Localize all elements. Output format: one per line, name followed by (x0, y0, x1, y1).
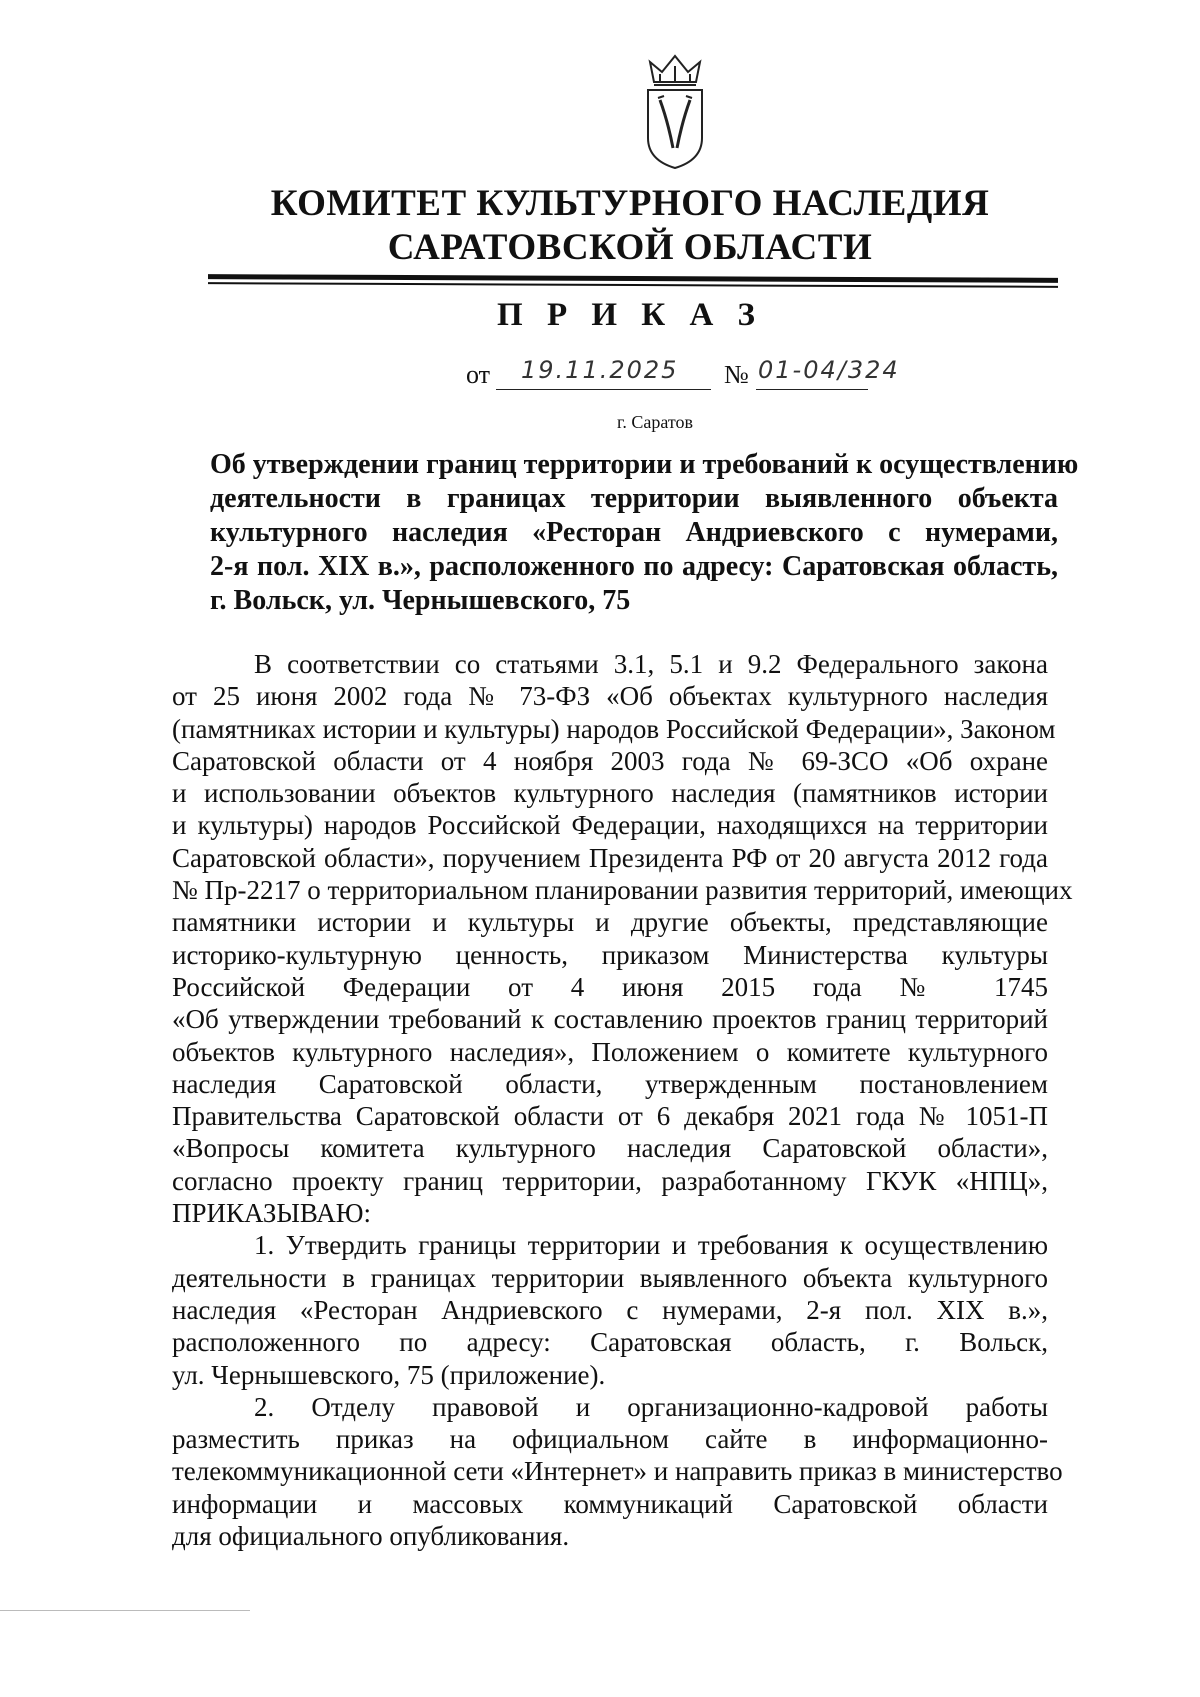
body-line: № Пр-2217 о территориальном планировании развития территорий, имеющих (172, 875, 1073, 906)
scan-edge-line (0, 1610, 250, 1611)
body-line: В соответствии со статьями 3.1, 5.1 и 9.2 Федерального закона (254, 649, 1048, 679)
body-line: объектов культурного наследия», Положением о комитете культурного (172, 1036, 1048, 1067)
coat-of-arms-icon (640, 52, 710, 172)
header-rule-thin (208, 282, 1058, 288)
body-line: 2. Отделу правовой и организационно-кадровой работы (254, 1391, 1048, 1422)
number-underline (756, 389, 868, 390)
body-line: ул. Чернышевского, 75 (приложение). (172, 1359, 606, 1390)
body-line: (памятниках истории и культуры) народов Российской Федерации», Законом (172, 713, 1056, 744)
body-line: ПРИКАЗЫВАЮ: (172, 1198, 371, 1229)
body-line: Правительства Саратовской области от 6 декабря 2021 года № 1051-П (172, 1101, 1048, 1132)
body-line: наследия «Ресторан Андриевского с нумерами, 2-я пол. XIX в.», (172, 1294, 1048, 1325)
number-label: № (724, 360, 749, 389)
date-value: 19.11.2025 (521, 356, 679, 384)
body-line: 1. Утвердить границы территории и требования к осуществлению (254, 1230, 1048, 1261)
body-line: «Об утверждении требований к составлению проектов границ территорий (172, 1004, 1048, 1035)
body-line: и использовании объектов культурного наследия (памятников истории (172, 778, 1048, 809)
order-subject-heading (210, 448, 1079, 618)
body-line: Саратовской области», поручением Президента РФ от 20 августа 2012 года (172, 842, 1048, 873)
date-number-line (466, 356, 936, 396)
body-line: расположенного по адресу: Саратовская область, г. Вольск, (172, 1327, 1048, 1358)
organization-name-line1: КОМИТЕТ КУЛЬТУРНОГО НАСЛЕДИЯ (270, 183, 990, 224)
organization-name-line2: САРАТОВСКОЙ ОБЛАСТИ (387, 227, 873, 268)
date-underline (496, 389, 711, 390)
number-value: 01-04/324 (758, 356, 900, 384)
body-line: Саратовской области от 4 ноября 2003 года № 69-ЗСО «Об охране (172, 745, 1048, 776)
body-line: согласно проекту границ территории, разработанному ГКУК «НПЦ», (172, 1165, 1048, 1196)
body-line: памятники истории и культуры и другие объекты, представляющие (172, 907, 1048, 938)
heading-line: г. Вольск, ул. Чернышевского, 75 (210, 585, 631, 616)
body-line: от 25 июня 2002 года № 73-ФЗ «Об объектах культурного наследия (172, 681, 1048, 712)
order-body (172, 648, 1073, 1552)
body-line: телекоммуникационной сети «Интернет» и направить приказ в министерство (172, 1456, 1063, 1487)
body-line: информации и массовых коммуникаций Саратовской области (172, 1488, 1048, 1519)
body-line: Российской Федерации от 4 июня 2015 года № 1745 (172, 971, 1048, 1002)
heading-line: культурного наследия «Ресторан Андриевского с нумерами, (210, 517, 1058, 548)
city: г. Саратов (617, 412, 693, 432)
body-line: и культуры) народов Российской Федерации, находящихся на территории (172, 810, 1048, 841)
date-label: от (466, 360, 491, 389)
heading-line: 2-я пол. XIX в.», расположенного по адресу: Саратовская область, (210, 551, 1058, 582)
body-line: деятельности в границах территории выявленного объекта культурного (172, 1262, 1048, 1293)
heading-line: Об утверждении границ территории и требований к осуществлению (210, 449, 1079, 480)
body-line: «Вопросы комитета культурного наследия Саратовской области», (172, 1133, 1048, 1164)
heading-line: деятельности в границах территории выявленного объекта (210, 483, 1058, 514)
body-line: историко-культурную ценность, приказом Министерства культуры (172, 939, 1048, 970)
header-rule-thick (208, 274, 1058, 283)
document-title: П Р И К А З (497, 297, 763, 333)
body-line: наследия Саратовской области, утвержденным постановлением (172, 1068, 1048, 1099)
body-line: разместить приказ на официальном сайте в информационно- (172, 1424, 1048, 1455)
body-line: для официального опубликования. (172, 1521, 570, 1552)
